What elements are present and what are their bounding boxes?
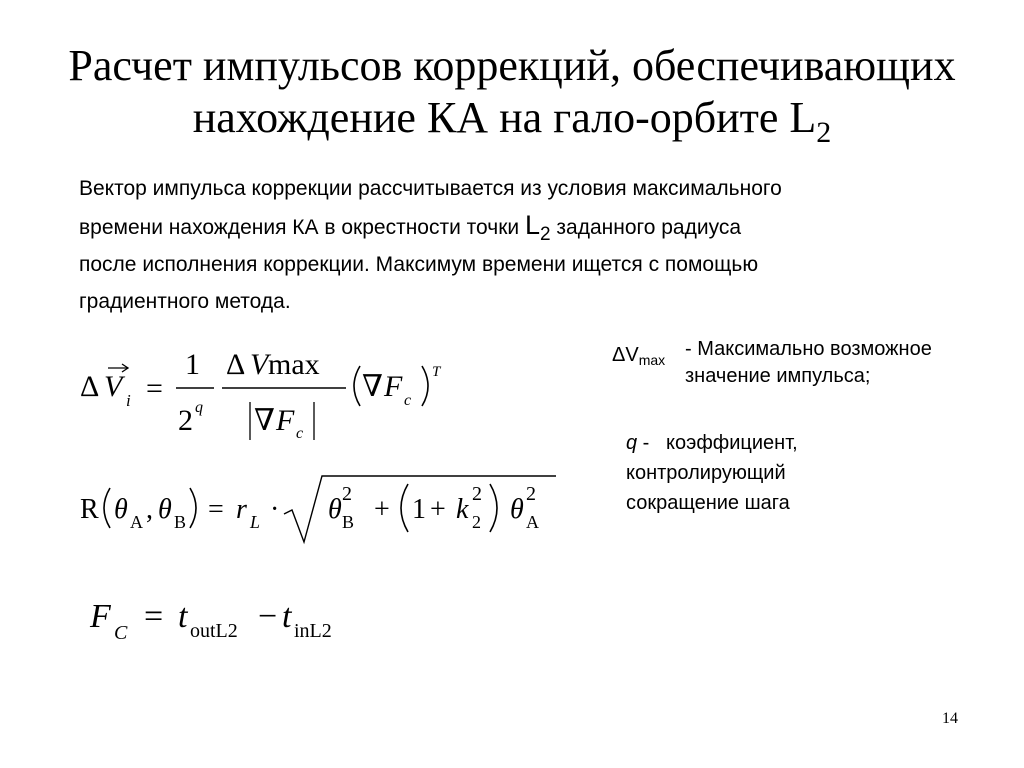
f1-numerator-one: 1 — [185, 348, 200, 381]
f1-v: V — [104, 370, 123, 403]
f3-t-in: t — [282, 598, 292, 635]
note-q-line-2: контролирующий — [626, 462, 786, 484]
intro-line-2 — [79, 207, 959, 246]
note-vmax-symbol — [612, 342, 665, 374]
f2-one: 1 — [412, 494, 426, 525]
f1-num-delta: Δ — [226, 348, 246, 381]
f1-sup-t: T — [432, 364, 441, 380]
intro-line-2-a: времени нахождения КА в окрестности точки — [79, 216, 525, 239]
intro-point-sub: 2 — [539, 224, 551, 245]
note-vmax-text — [685, 336, 932, 390]
f2-sup-b: 2 — [342, 483, 352, 505]
f2-plus-2: + — [430, 494, 446, 525]
title-line-2-text: нахождение КА на гало-орбите L — [192, 93, 817, 142]
f1-delta: Δ — [80, 370, 100, 403]
f2-paren-inner-left — [401, 484, 408, 532]
f2-paren-right — [190, 488, 196, 528]
intro-line-1: Вектор импульса коррекции рассчитывается из условия максимального — [79, 177, 782, 200]
note-vmax-line-1: - Максимально возможное — [685, 338, 932, 360]
formula-cost-function — [80, 585, 400, 655]
intro-line-3: после исполнения коррекции. Максимум времени ищется с помощью — [79, 253, 759, 276]
f1-num-v: V — [250, 348, 269, 381]
note-vmax-sub: max — [638, 352, 666, 368]
f2-sub-l: L — [250, 512, 261, 532]
intro-point-letter: L — [524, 210, 540, 240]
f2-paren-inner-right — [490, 484, 497, 532]
note-q-dash: - — [637, 432, 667, 454]
f3-equals: = — [144, 598, 164, 635]
f2-dot: · — [270, 494, 280, 525]
f3-sub-c: C — [114, 622, 128, 644]
f2-theta-a2: θ — [510, 494, 524, 525]
f2-sub-b2: B — [342, 512, 355, 532]
f1-grad-sub-c: c — [404, 392, 412, 409]
f1-grad-f: F — [384, 370, 403, 403]
f2-sub-a: A — [130, 512, 143, 532]
note-vmax-line-2: значение импульса; — [685, 365, 871, 387]
f2-k: k — [456, 494, 469, 525]
f2-k-sub: 2 — [472, 512, 481, 532]
f2-theta-b2: θ — [328, 494, 342, 525]
f3-minus: − — [258, 598, 278, 635]
formula-impulse-vector — [70, 330, 470, 450]
f1-denominator-two: 2 — [178, 404, 193, 437]
f3-t-out: t — [178, 598, 188, 635]
f1-grad-nabla: ∇ — [362, 370, 383, 403]
f1-den-nabla: ∇ — [254, 404, 275, 437]
note-q-text-1: коэффициент, — [666, 432, 798, 454]
note-vmax-v: V — [625, 344, 639, 366]
f1-equals: = — [146, 372, 163, 405]
title-line-1: Расчет импульсов коррекций, обеспечивающих — [68, 41, 956, 90]
f2-paren-left — [104, 488, 110, 528]
title-line-2 — [0, 92, 1024, 149]
f2-theta-a: θ — [114, 494, 128, 525]
f1-sub-i: i — [126, 391, 131, 410]
f2-equals: = — [208, 494, 224, 525]
note-q-symbol: q — [626, 432, 638, 454]
f2-plus: + — [374, 494, 390, 525]
f1-num-max: max — [268, 348, 320, 381]
f1-sup-q: q — [195, 399, 203, 416]
f3-sub-in: inL2 — [294, 620, 332, 642]
slide-number: 14 — [942, 710, 958, 727]
f1-den-f: F — [276, 404, 295, 437]
note-q — [626, 428, 926, 518]
intro-paragraph — [79, 170, 959, 320]
note-q-line-3: сокращение шага — [626, 492, 790, 514]
f2-sub-a2: A — [526, 512, 539, 532]
f3-f: F — [90, 598, 111, 635]
f2-r-l: r — [236, 494, 247, 525]
f2-sub-b: B — [174, 512, 187, 532]
intro-point-symbol — [524, 210, 551, 245]
f2-r: R — [80, 494, 99, 525]
f2-sup-a: 2 — [526, 483, 536, 505]
intro-line-4: градиентного метода. — [79, 290, 291, 313]
f1-den-sub-c: c — [296, 425, 304, 442]
f3-sub-out: outL2 — [190, 620, 238, 642]
f1-paren-left — [354, 366, 360, 406]
slide-title — [0, 40, 1024, 149]
f2-k-sup: 2 — [472, 483, 482, 505]
intro-line-2-b: заданного радиуса — [550, 216, 742, 239]
f1-paren-right — [422, 366, 428, 406]
f2-theta-b: θ — [158, 494, 172, 525]
title-line-2-sub: 2 — [816, 116, 832, 149]
note-vmax-delta: Δ — [612, 344, 626, 366]
note-q-line-1 — [626, 428, 926, 458]
f2-comma: , — [146, 494, 153, 525]
formula-radius — [70, 470, 570, 550]
